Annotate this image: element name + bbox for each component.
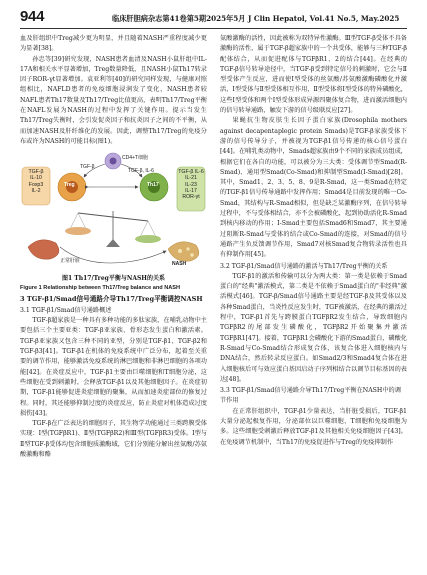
left-pan bbox=[65, 227, 91, 235]
normal-liver-label: 正常肝脏 bbox=[60, 258, 81, 265]
section-3-2-title: 3.2 TGF-β1/Smad信号通路的激活与Th17/Treg平衡的关系 bbox=[220, 262, 388, 270]
left-para-3: TGF-β超家族是一种具有多种功能的多肽家族，在哺乳动物中主要包括三个主要亚类：TGF-β亚家族、骨形态发生蛋白和激活素。TGF-β亚家族又包含三种不同的亚型，分别是TGF-β1、TGF-β2和TGF-β3[41]。TGF-β1在机体的免疫系统中广泛分布，起着至关重要的调节作用，能够激活免疫系统的淋巴细胞和非淋巴细胞的各项功能[42]。在炎症反应中，TGF-β1主要由巨噬细胞和T细胞分泌，这些细胞在受到刺激时，会释放TGF-β1以及其他细胞因子。在炎症初期，TGF-β1能够促进炎症细胞的聚集，从而加速炎症部位的修复过程。同时，其还能够抑制过度的炎症反应，防止炎症对机体造成过度损伤[43]。 bbox=[20, 317, 207, 417]
figure-1 bbox=[20, 151, 207, 273]
left-column bbox=[20, 34, 207, 460]
journal-title: 临床肝胆病杂志第41卷第5期2025年5月 J Clin Hepatol, Vol.41 No.5, May.2025 bbox=[112, 14, 400, 23]
tgf-left-label: TGF-β bbox=[80, 164, 95, 171]
tgf-il6-label: TGF-β, IL-6 bbox=[128, 168, 154, 175]
balance-base bbox=[106, 239, 120, 247]
nash-liver bbox=[168, 242, 199, 261]
th17-factors: TGF-β IL-6 IL-21 IL-23 IL-17 ROR-γt bbox=[178, 169, 204, 201]
treg-factors: TGF-β IL-10 Foxp3 IL-2 bbox=[28, 169, 44, 194]
section-3-title: 3 TGF-β1/Smad信号通路介导Th17/Treg平衡调控NASH bbox=[20, 295, 203, 304]
normal-liver bbox=[28, 240, 59, 259]
th17-label: Th17 bbox=[147, 182, 159, 189]
right-para-1: 氨酸激酶的活性，因此被称为双特异性激酶。Ⅲ型TGF-β受体不具备激酶的活性，属于TGF-β超家族中的一个共受体，能够与三种TGF-β配体结合，从而促进配体与TGFβR1、2的结合[44]。在经典的TGF-β信号转导途径中，当TGF-β受到特定信号的刺激时，它会与Ⅱ型受体产生反应，进而使Ⅰ型受体的丝氨酸/苏氨酸激酶磷酸化并激活，Ⅰ型受体与Ⅱ型受体相互作用，Ⅱ型受体将Ⅰ型受体的特异磷酸化，这些Ⅰ型受体和两个Ⅰ型受体形成异源四聚体复合物，进而激活细胞内的信号转导通路，触发下游的信号级联反应[27]。 bbox=[220, 35, 407, 115]
page-header bbox=[20, 8, 407, 29]
cd4-nucleus bbox=[110, 158, 117, 165]
treg-label: Treg bbox=[64, 182, 75, 189]
left-para-1: 血及肝组织中Treg减少更为明显，并且随着NASH严重程度减少更为显著[38]。 bbox=[20, 35, 207, 53]
nash-label: NASH bbox=[172, 261, 187, 268]
figure-caption: 图1 Th17/Treg平衡与NASH的关系 Figure 1 Relationship between Th17/Treg balance and NASH bbox=[20, 275, 181, 291]
section-3-1-title: 3.1 TGF-β1/Smad信号通路概述 bbox=[20, 306, 112, 314]
page-number: 944 bbox=[20, 8, 45, 25]
right-para-3: TGF-β1的激活和传输可以分为两大类：第一类是依赖于Smad蛋白的"经典"激活模式，第二类是不依赖于Smad蛋白的"非经典"激活模式[46]。TGF-β/Smad信号通路主要是经TGF-β及其受体以及各种Smad蛋白，当炎性反应发生时，TGF被激活，在经典的激活过程中，TGF-β1首先与跨膜蛋白TGFβR2发生结合，导致细胞内TGFβR2的尾部发生磷酸化，TGFβR2开始聚集并激活TGFβR1[47]。接着，TGFβR1会磷酸化下游的Smad蛋白，磷酸化R-Smad与Co-Smad结合形成复合体，该复合体进入细胞核内与DNA结合，然后转录反应蛋白。如Smad2/3和Smad4复合体在进入细胞核后可与效应蛋白基因启动子序列相结合以调节目标基因的表达[48]。 bbox=[220, 272, 407, 383]
right-pan bbox=[135, 235, 161, 243]
cd4-label: CD4+T细胞 bbox=[122, 155, 148, 162]
left-para-4: TGF-β在广泛表达的细胞因子，其生物学功能通过三类跨膜受体实现：Ⅰ型(TGFβR1)、Ⅱ型(TGFβR2)和Ⅲ型(TGFβR3)受体。Ⅰ型与Ⅱ型TGF-β受体均包含细胞质激酶域，它们分别能分解出丝氨酸/苏氨酸激酶和酪 bbox=[20, 420, 207, 459]
left-para-2: 孙忠等[39]研究发现，NASH患者血清及NASH小鼠肝组中IL-17A和相关水平显著增加，Treg数量降低，且NASH小鼠Th17转录因子ROR-γt显著增加。袁亚利等[40]的研究同样发现，与健康对照组相比，NAFLD患者的免疫细胞浸润发了变化，NASH患者较NAFL患者Th17数量及Th17/Treg比值更高，表明Th17/Treg平衡在NAFL发展为NASH的过程中发挥了关键作用。提示当发生Th17/Treg失衡时，会引发促炎因子和抗炎因子之间的不平衡，从而加速NASH及肝纤维化的发展。因此，调整Th17/Treg的免疫分布或许为NASH的可能目标(图1)。 bbox=[20, 55, 207, 145]
section-3-3-title: 3.3 TGF-β1/Smad信号通路介导Th17/Treg平衡在NASH中的调节作用 bbox=[220, 387, 401, 405]
right-para-4: 在正常肝组织中，TGF-β1少量表达，当肝脏受损后，TGF-β1大量分泌起极复作用，分泌部位以巨噬细胞、T细胞和免疫细胞为多。这些细胞受刺激后释放TGF-β1及其他相关免疫细胞因子[43]。在免疫调节机制中，当Th17的免疫促进作与Treg的免疫抑制作 bbox=[220, 407, 407, 446]
right-column bbox=[220, 34, 407, 448]
right-para-2: 果蝇抗生物皮肤生长因子蛋白家族(Drosophila mothers against decapentaplegic protein Smads)是TGF-β家族受体下游的信号传导分子，并被视为TGF-β1信号传递的核心信号蛋白[44]。在哺乳类动物中，Smads超家族由9个不同的家族成员组成，根据它们在各自的功能，可以被分为三大类：受体调节型Smad(R-Smad)、通用型Smad(Co-Smad)和抑制型Smad(I-Smad)[28]。其中，Smad1、2、3、5、8、9是R-Smad，这一类Smad在特定的TGF-β1信号传导通路中发挥作用；Smad4是目前发现的唯一Co-Smad，其结构与R-Smad相似，但是缺乏某激酶序列，在信号转导过程中，不与受体相结合，亦不会被磷酸化，起到协助活化R-Smad到核内移动的作用；I-Smad主要包括Smad6和Smad7，其主要通过阻断R-Smad与受体的结合或Co-Smad的连接，对Smad的信号通路产生负反馈调节作用，Smad7对核Smad复合物转录活性也具有抑制作用[45]。 bbox=[220, 117, 407, 259]
